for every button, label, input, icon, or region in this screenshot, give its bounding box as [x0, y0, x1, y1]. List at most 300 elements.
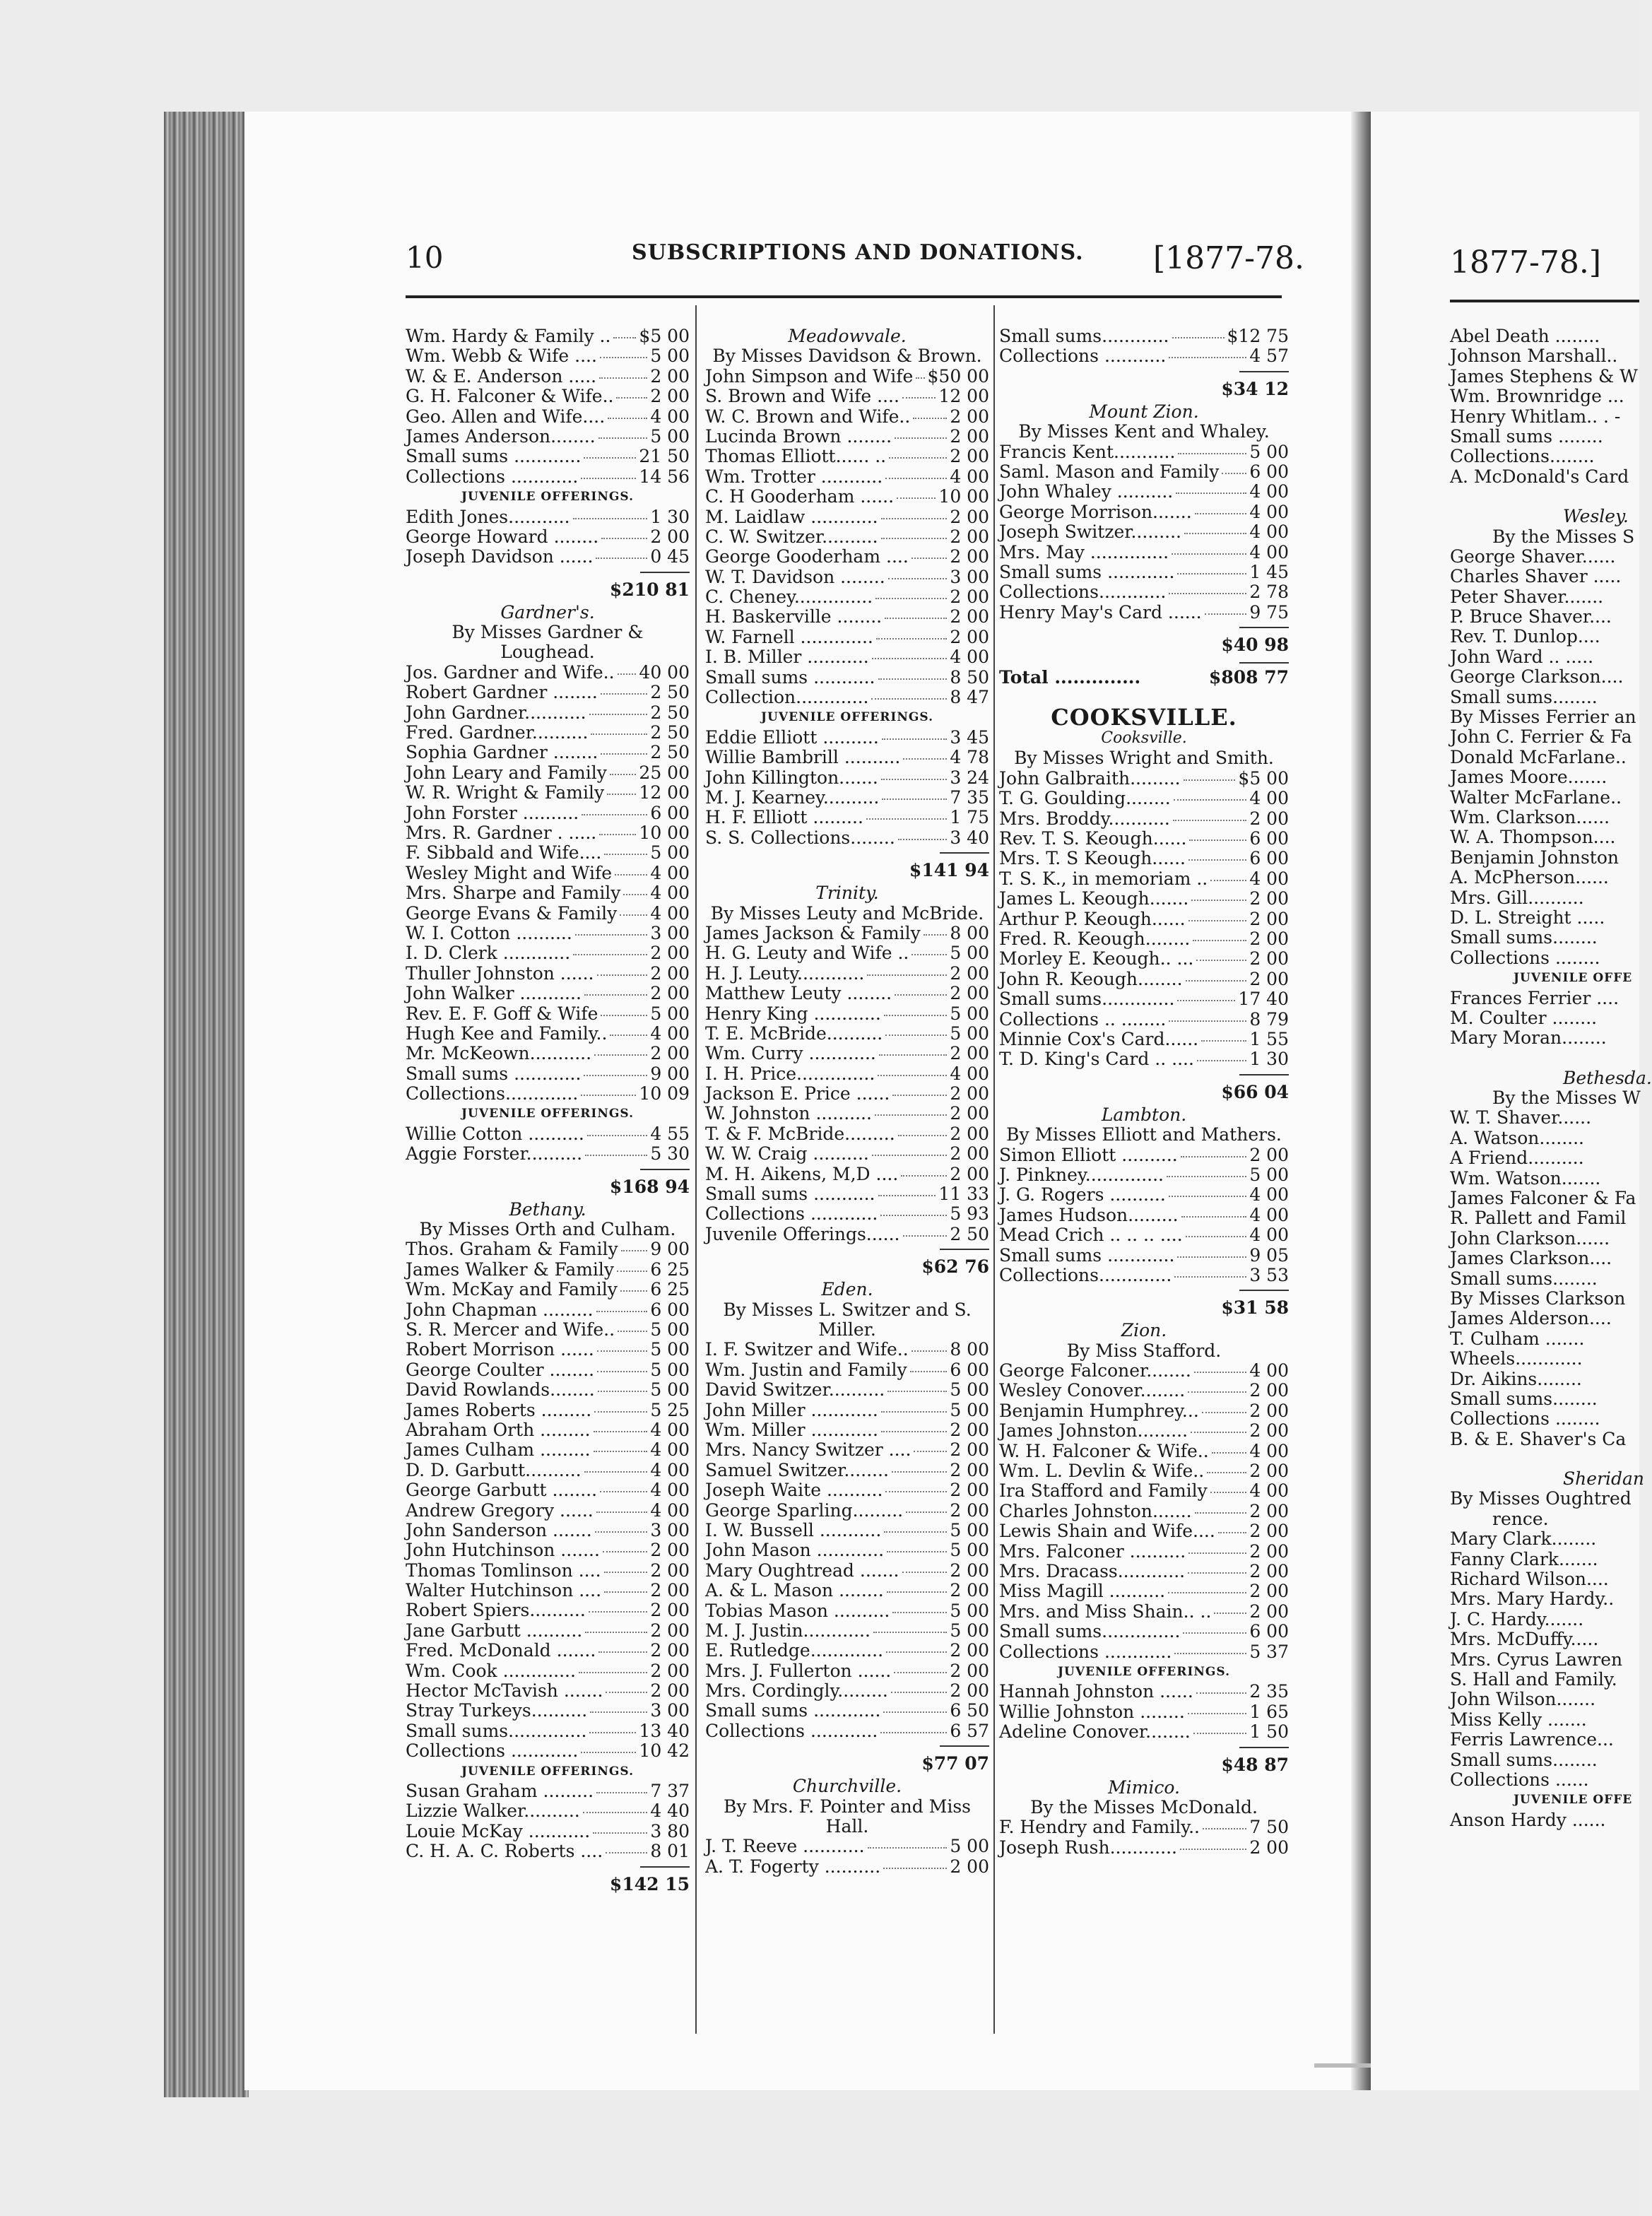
entry-amount: 1 30 — [650, 506, 690, 527]
entry-amount: 1 50 — [1249, 1721, 1289, 1743]
entry-name: John Sanderson ....... — [406, 1519, 592, 1540]
entry-name: Willie Cotton .......... — [406, 1123, 584, 1144]
entry-row — [999, 1030, 1289, 1049]
entry-row — [999, 1049, 1289, 1069]
leader-dots — [1191, 1432, 1246, 1433]
entry-amount: 5 37 — [1249, 1641, 1289, 1662]
leader-dots — [581, 1095, 636, 1096]
leader-dots — [1173, 820, 1246, 821]
leader-dots — [1210, 880, 1246, 881]
entry-name: David Rowlands........ — [406, 1379, 595, 1401]
entry-amount: 1 45 — [1249, 561, 1289, 582]
entry-name: James Hudson......... — [999, 1204, 1179, 1225]
entry-name: Minnie Cox's Card...... — [999, 1028, 1199, 1049]
entry-row — [999, 1481, 1289, 1501]
subtotal: $31 58 — [1221, 1297, 1289, 1319]
leader-dots — [1177, 1256, 1246, 1258]
subtotal: $48 87 — [1221, 1754, 1289, 1775]
entry-name: Small sums ............ — [705, 1700, 881, 1721]
leader-dots — [880, 1215, 947, 1216]
entry-name: Samuel Switzer........ — [705, 1459, 889, 1480]
entry-row — [999, 1225, 1289, 1245]
leader-dots — [872, 658, 948, 659]
entry-amount: 10 42 — [639, 1740, 690, 1762]
entry-row: Small sums........ — [1450, 1268, 1598, 1289]
entry-name: Miss Magill .......... — [999, 1581, 1166, 1602]
entry-row — [999, 889, 1289, 909]
entry-row — [999, 1246, 1289, 1266]
entry-row — [705, 407, 989, 427]
entry-name: S. Brown and Wife .... — [705, 386, 899, 407]
total-rule — [406, 1165, 690, 1174]
entry-row — [406, 527, 690, 547]
collectors-line: By Misses Gardner & Loughead. — [452, 622, 644, 663]
entry-row: J. C. Hardy....... — [1450, 1608, 1584, 1629]
leader-dots — [1188, 1552, 1246, 1554]
entry-row: Wm. Brownridge ... — [1450, 386, 1624, 407]
leader-dots — [596, 1511, 648, 1513]
entry-name: Collections .. ........ — [999, 1008, 1167, 1030]
entry-row — [705, 367, 989, 387]
entry-amount: 2 00 — [1249, 1560, 1289, 1581]
entry-name: W. H. Falconer & Wife.. — [999, 1440, 1209, 1461]
leader-dots — [878, 1075, 947, 1076]
entry-row — [406, 1360, 690, 1380]
entry-row: Small sums........ — [1450, 1388, 1598, 1409]
leader-dots — [615, 874, 647, 876]
entry-amount: 4 00 — [950, 466, 989, 487]
entry-row — [406, 1380, 690, 1400]
leader-dots — [876, 638, 947, 640]
entry-name: F. Hendry and Family.. — [999, 1817, 1200, 1838]
leader-dots — [867, 974, 947, 976]
entry-row — [705, 1621, 989, 1641]
column-1 — [406, 326, 690, 1897]
leader-dots — [901, 1175, 947, 1177]
leader-dots — [1203, 1828, 1246, 1829]
entry-amount: 9 00 — [650, 1239, 690, 1260]
entry-row: T. Culham ....... — [1450, 1328, 1585, 1349]
entry-amount: 17 40 — [1238, 989, 1289, 1010]
leader-dots — [916, 377, 924, 379]
leader-dots — [879, 1054, 947, 1056]
entry-name: Sophia Gardner ........ — [406, 742, 598, 763]
entry-row: Wm. Watson....... — [1450, 1167, 1601, 1189]
entry-row — [406, 1300, 690, 1320]
entry-name: I. H. Price.............. — [705, 1063, 875, 1084]
entry-row — [705, 607, 989, 627]
leader-dots — [902, 397, 936, 399]
entry-row — [705, 1837, 989, 1856]
entry-name: Mr. McKeown........... — [406, 1043, 592, 1064]
entry-row: Small sums........ — [1450, 927, 1598, 948]
entry-amount: 9 05 — [1249, 1244, 1289, 1266]
entry-name: Mrs. Cordingly......... — [705, 1680, 888, 1702]
entry-row — [705, 964, 989, 984]
entry-amount: 4 00 — [1249, 501, 1289, 522]
entry-name: A. & L. Mason ........ — [705, 1580, 884, 1601]
collectors-line: By Misses Kent and Whaley. — [1018, 421, 1270, 442]
entry-amount: 2 00 — [650, 1660, 690, 1681]
leader-dots — [597, 974, 648, 976]
entry-name: Aggie Forster.......... — [406, 1143, 583, 1165]
entry-amount: 2 78 — [1249, 582, 1289, 603]
entry-row — [406, 1260, 690, 1280]
leader-dots — [1195, 1512, 1247, 1514]
leader-dots — [1183, 1632, 1246, 1634]
leader-dots — [1195, 513, 1247, 514]
entry-amount: 2 00 — [1249, 1380, 1289, 1401]
leader-dots — [1222, 473, 1246, 474]
entry-row: Abel Death ........ — [1450, 326, 1600, 346]
entry-name: C. H Gooderham ...... — [705, 486, 895, 507]
entry-amount: 4 00 — [650, 1022, 690, 1044]
entry-name: Simon Elliott .......... — [999, 1144, 1178, 1165]
leader-dots — [883, 1868, 947, 1869]
entry-row: Miss Kelly ....... — [1450, 1709, 1587, 1730]
entry-row: James Moore....... — [1450, 767, 1607, 788]
subtotal: $40 98 — [1221, 635, 1289, 656]
entry-row — [705, 1204, 989, 1224]
entry-name: Charles Johnston....... — [999, 1500, 1192, 1521]
entry-name: I. F. Switzer and Wife.. — [705, 1339, 909, 1360]
leader-dots — [898, 1135, 948, 1136]
entry-name: Mrs. R. Gardner . ..... — [406, 823, 597, 844]
entry-row — [705, 447, 989, 466]
entry-amount: 2 00 — [650, 943, 690, 964]
entry-row — [999, 1642, 1289, 1662]
entry-name: John Leary and Family — [406, 762, 607, 783]
entry-row: Small sums........ — [1450, 1749, 1598, 1770]
entry-name: F. Sibbald and Wife.... — [406, 842, 602, 864]
entry-name: Small sums ........... — [705, 666, 875, 688]
leader-dots — [582, 814, 647, 815]
entry-row: S. Hall and Family. — [1450, 1669, 1617, 1690]
leader-dots — [887, 1591, 948, 1593]
entry-name: T. G. Goulding........ — [999, 788, 1171, 809]
leader-dots — [613, 337, 636, 338]
entry-amount: 7 35 — [950, 787, 989, 808]
entry-row: Johnson Marshall.. — [1450, 346, 1618, 367]
entry-name: George Gooderham .... — [705, 546, 909, 567]
entry-amount: 5 00 — [650, 1359, 690, 1380]
entry-amount: 2 00 — [950, 587, 989, 608]
entry-amount: 2 00 — [1249, 1461, 1289, 1482]
entry-row — [406, 683, 690, 702]
leader-dots — [1168, 1592, 1246, 1593]
leader-dots — [1188, 859, 1246, 861]
entry-name: Walter Hutchinson .... — [406, 1580, 602, 1601]
entry-row — [406, 904, 690, 924]
entry-amount: 2 00 — [650, 1680, 690, 1702]
entry-row — [999, 1266, 1289, 1285]
entry-row — [705, 728, 989, 748]
entry-amount: 6 00 — [1249, 828, 1289, 849]
entry-name: I. D. Clerk ............ — [406, 943, 571, 964]
entry-row — [406, 763, 690, 783]
entry-row — [406, 943, 690, 963]
entry-row: James Clarkson.... — [1450, 1248, 1612, 1269]
entry-row: John Clarkson...... — [1450, 1227, 1610, 1249]
entry-row — [999, 543, 1289, 562]
entry-name: Saml. Mason and Family — [999, 461, 1220, 482]
total-rule — [999, 1070, 1289, 1080]
entry-row: James Stephens & W — [1450, 365, 1638, 387]
entry-row — [999, 789, 1289, 808]
leader-dots — [617, 1271, 647, 1272]
entry-name: Small sums ............ — [999, 561, 1175, 582]
entry-amount: 2 00 — [950, 546, 989, 567]
running-year: [1877-78. — [1153, 240, 1304, 276]
entry-row — [705, 467, 989, 487]
entry-amount: 2 00 — [650, 983, 690, 1004]
entry-name: John Chapman ......... — [406, 1299, 594, 1320]
entry-row — [406, 1239, 690, 1259]
leader-dots — [885, 1491, 947, 1492]
entry-name: S. S. Collections........ — [705, 827, 895, 848]
entry-name: John Forster .......... — [406, 802, 579, 823]
leader-dots — [898, 839, 948, 840]
entry-name: Thomas Tomlinson .... — [406, 1560, 601, 1581]
entry-amount: 5 00 — [950, 943, 989, 964]
entry-name: J. Pinkney.............. — [999, 1164, 1164, 1185]
leader-dots — [598, 1651, 647, 1653]
congregation-heading: Churchville. — [792, 1776, 902, 1797]
collectors-line: By the Misses McDonald. — [1030, 1796, 1258, 1817]
subtotal: $77 07 — [921, 1753, 989, 1774]
leader-dots — [1207, 1472, 1246, 1473]
entry-row — [705, 1165, 989, 1184]
entry-row: A Friend.......... — [1450, 1148, 1584, 1169]
entry-row: John C. Ferrier & Fa — [1450, 726, 1632, 748]
entry-name: Small sums............ — [999, 326, 1169, 346]
entry-amount: 2 00 — [950, 506, 989, 527]
entry-amount: 4 40 — [650, 1800, 690, 1822]
entry-row — [705, 627, 989, 647]
entry-amount: 5 00 — [950, 1836, 989, 1857]
subtotal: $141 94 — [909, 860, 989, 881]
entry-amount: 2 50 — [950, 1223, 989, 1244]
entry-name: W. C. Brown and Wife.. — [705, 406, 911, 427]
entry-amount: 2 00 — [650, 1600, 690, 1621]
juvenile-offerings-heading: JUVENILE OFFE — [1514, 1793, 1633, 1808]
scan-blemish — [1314, 2063, 1371, 2068]
entry-row: Richard Wilson.... — [1450, 1569, 1609, 1590]
entry-amount: 2 00 — [650, 386, 690, 407]
entry-name: A. T. Fogerty .......... — [705, 1856, 881, 1877]
entry-amount: 4 00 — [650, 883, 690, 904]
leader-dots — [888, 578, 948, 579]
entry-row — [999, 909, 1289, 929]
entry-row: George Clarkson.... — [1450, 666, 1624, 688]
leader-dots — [892, 1612, 947, 1613]
page-edges — [164, 112, 249, 2097]
entry-row — [406, 1801, 690, 1821]
entry-name: Collections ............ — [705, 1203, 878, 1225]
entry-row — [406, 803, 690, 823]
entry-name: John Miller ............ — [705, 1399, 878, 1420]
entry-name: T. & F. McBride......... — [705, 1123, 895, 1144]
entry-amount: 7 50 — [1249, 1817, 1289, 1838]
entry-amount: 2 00 — [650, 1540, 690, 1561]
entry-amount: 4 00 — [650, 1439, 690, 1461]
entry-amount: 10 00 — [938, 486, 989, 507]
entry-amount: 2 35 — [1249, 1681, 1289, 1702]
entry-row: Fanny Clark....... — [1450, 1548, 1598, 1569]
header-rule — [406, 295, 1282, 298]
leader-dots — [604, 1572, 648, 1573]
entry-row: Rev. T. Dunlop.... — [1450, 626, 1600, 647]
entry-name: Andrew Gregory ...... — [406, 1499, 594, 1521]
entry-name: Collections ............ — [406, 1740, 579, 1762]
entry-name: Louie McKay ........... — [406, 1820, 591, 1841]
juvenile-offerings-heading: JUVENILE OFFERINGS. — [461, 1764, 634, 1779]
entry-row — [705, 547, 989, 567]
section-subheading: Cooksville. — [1101, 729, 1187, 748]
entry-row — [999, 1185, 1289, 1205]
entry-name: Small sums.............. — [406, 1720, 587, 1741]
entry-name: Mrs. Nancy Switzer .... — [705, 1439, 911, 1461]
entry-row — [705, 387, 989, 406]
entry-name: C. Cheney.............. — [705, 587, 873, 608]
entry-name: D. D. Garbutt.......... — [406, 1459, 582, 1480]
entry-amount: 2 00 — [1249, 1521, 1289, 1542]
entry-amount: 11 33 — [938, 1184, 989, 1205]
entry-amount: 7 37 — [650, 1781, 690, 1801]
leader-dots — [1188, 920, 1247, 921]
entry-amount: 2 00 — [950, 1143, 989, 1165]
entry-row: D. L. Streight ..... — [1450, 907, 1605, 928]
entry-row — [999, 949, 1289, 969]
leader-dots — [601, 693, 648, 695]
leader-dots — [886, 1651, 947, 1653]
right-page-year: 1877-78.] — [1450, 244, 1601, 281]
leader-dots — [881, 538, 948, 539]
leader-dots — [1196, 960, 1246, 961]
entry-amount: 1 55 — [1249, 1028, 1289, 1049]
entry-name: Susan Graham ......... — [406, 1781, 594, 1801]
leader-dots — [913, 418, 947, 419]
entry-name: John Mason ............ — [705, 1540, 885, 1561]
leader-dots — [607, 794, 636, 795]
entry-amount: 3 24 — [950, 767, 989, 788]
leader-dots — [1193, 940, 1246, 941]
entry-amount: 2 00 — [950, 1123, 989, 1144]
leader-dots — [1188, 1713, 1247, 1714]
leader-dots — [1186, 1236, 1247, 1237]
entry-row — [999, 502, 1289, 522]
entry-row — [705, 1701, 989, 1721]
entry-name: John R. Keough........ — [999, 968, 1183, 989]
entry-row: Mrs. Gill.......... — [1450, 887, 1584, 908]
entry-name: Mrs. Falconer .......... — [999, 1540, 1186, 1562]
entry-row: P. Bruce Shaver.... — [1450, 606, 1612, 627]
leader-dots — [882, 738, 948, 740]
entry-amount: 4 00 — [650, 1419, 690, 1440]
entry-amount: 10 09 — [639, 1083, 690, 1104]
entry-row — [406, 1701, 690, 1721]
entry-name: Robert Gardner ........ — [406, 682, 598, 703]
entry-row — [705, 1401, 989, 1420]
leader-dots — [596, 558, 647, 559]
entry-name: David Switzer.......... — [705, 1379, 885, 1401]
entry-name: Joseph Waite .......... — [705, 1480, 883, 1501]
entry-row — [705, 1360, 989, 1380]
entry-row — [705, 1601, 989, 1621]
leader-dots — [589, 1611, 648, 1613]
entry-row — [999, 1602, 1289, 1622]
leader-dots — [1205, 613, 1247, 615]
leader-dots — [589, 1732, 636, 1733]
entry-row — [705, 1540, 989, 1560]
entry-amount: 3 00 — [650, 922, 690, 943]
entry-row — [705, 688, 989, 707]
entry-amount: $5 00 — [639, 326, 690, 346]
entry-name: Mrs. May .............. — [999, 541, 1169, 562]
entry-name: Wm. Trotter ........... — [705, 466, 883, 487]
leader-dots — [878, 678, 948, 680]
entry-name: George Evans & Family — [406, 902, 618, 924]
leader-dots — [603, 1551, 647, 1552]
entry-row — [705, 1521, 989, 1540]
leader-dots — [585, 1155, 647, 1156]
entry-name: Eddie Elliott .......... — [705, 726, 879, 748]
entry-row — [999, 1682, 1289, 1702]
leader-dots — [887, 1551, 947, 1552]
entry-name: Wm. L. Devlin & Wife.. — [999, 1461, 1205, 1482]
entry-amount: 2 00 — [950, 1856, 989, 1877]
entry-row — [999, 829, 1289, 849]
entry-amount: 2 00 — [1249, 1420, 1289, 1442]
entry-name: Fred. Gardner.......... — [406, 722, 589, 743]
leader-dots — [882, 798, 947, 800]
total-rule — [999, 367, 1289, 377]
leader-dots — [1181, 1216, 1247, 1218]
entry-amount: 5 00 — [650, 1379, 690, 1401]
leader-dots — [1202, 1412, 1247, 1413]
entry-row — [406, 1124, 690, 1144]
entry-amount: 4 55 — [650, 1123, 690, 1144]
entry-row — [705, 1857, 989, 1877]
entry-amount: 2 50 — [650, 702, 690, 723]
entry-row — [705, 527, 989, 547]
entry-row — [406, 1601, 690, 1620]
entry-row — [406, 326, 690, 346]
entry-name: Hannah Johnston ...... — [999, 1681, 1193, 1702]
leader-dots — [880, 1732, 947, 1733]
leader-dots — [889, 457, 947, 459]
entry-name: M. Laidlaw ............ — [705, 506, 878, 527]
entry-row — [705, 808, 989, 827]
entry-name: H. J. Leuty............ — [705, 962, 865, 984]
entry-amount: 9 75 — [1249, 601, 1289, 623]
entry-name: Lizzie Walker.......... — [406, 1800, 580, 1822]
entry-amount: 2 00 — [950, 406, 989, 427]
entry-amount: 2 00 — [950, 1103, 989, 1124]
entry-row — [705, 647, 989, 667]
leader-dots — [875, 1114, 947, 1116]
entry-row — [999, 769, 1289, 789]
leader-dots — [911, 558, 948, 559]
entry-row — [406, 507, 690, 527]
entry-name: T. D. King's Card .. .... — [999, 1049, 1194, 1070]
juvenile-offerings-heading: JUVENILE OFFERINGS. — [461, 1107, 634, 1121]
total-rule — [406, 1862, 690, 1872]
entry-row — [705, 1581, 989, 1601]
entry-row — [705, 1681, 989, 1701]
entry-row — [705, 1641, 989, 1661]
right-header-rule — [1450, 300, 1639, 302]
